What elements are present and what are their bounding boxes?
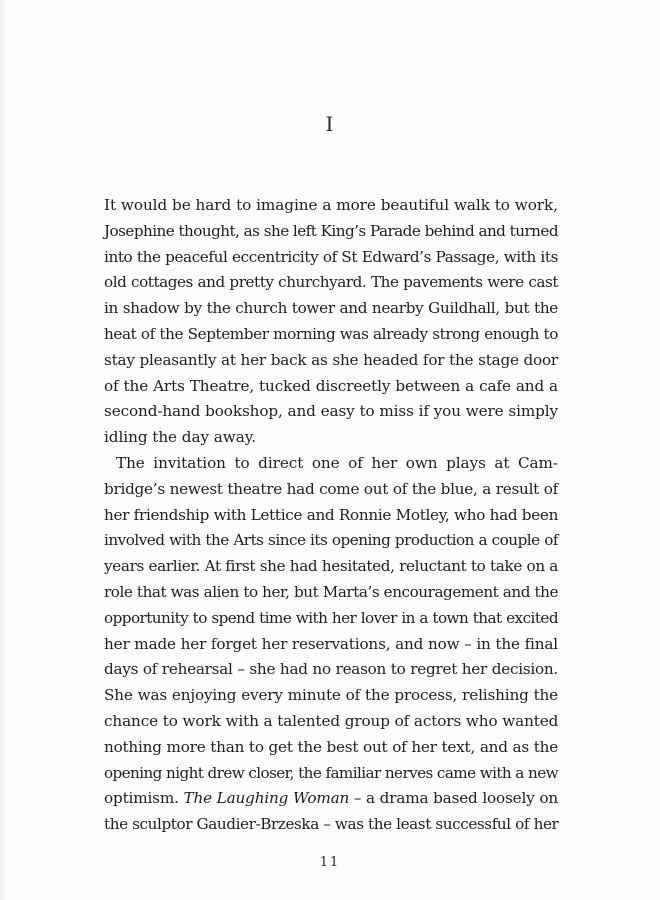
text-line: years earlier. At first she had hesitated, reluctant to take on a	[104, 557, 558, 576]
text-line: opportunity to spend time with her lover in a town that excited	[104, 608, 558, 627]
text-line: The invitation to direct one of her own plays at Cam-	[116, 453, 558, 472]
text-segment: – a drama based loosely on	[349, 789, 558, 808]
text-line	[104, 786, 558, 812]
text-line: nothing more than to get the best out of her text, and as the	[104, 737, 558, 756]
text-line: her friendship with Lettice and Ronnie Motley, who had been	[104, 505, 559, 524]
text-line: into the peaceful eccentricity of St Edward’s Passage, with its	[104, 247, 558, 266]
page-number: 11	[319, 855, 341, 870]
text-line: Josephine thought, as she left King’s Parade behind and turned	[104, 221, 558, 240]
body-text	[104, 193, 558, 838]
paragraph	[104, 193, 558, 451]
text-line: bridge’s newest theatre had come out of the blue, a result of	[104, 479, 558, 498]
paragraph	[104, 451, 558, 838]
text-line: second-hand bookshop, and easy to miss if you were simply	[104, 402, 558, 421]
text-line: of the Arts Theatre, tucked discreetly between a cafe and a	[104, 376, 558, 395]
text-segment: optimism.	[104, 789, 184, 808]
text-line: role that was alien to her, but Marta’s encouragement and the	[104, 582, 558, 601]
book-title: The Laughing Woman	[183, 789, 350, 808]
text-line: involved with the Arts since its opening production a couple of	[104, 531, 558, 550]
text-line: days of rehearsal – she had no reason to regret her decision.	[104, 660, 558, 679]
chapter-number: I	[325, 112, 335, 136]
text-line: idling the day away.	[104, 428, 257, 447]
text-line: opening night drew closer, the familiar nerves came with a new	[104, 763, 558, 782]
text-line: heat of the September morning was already strong enough to	[104, 324, 558, 343]
text-line: stay pleasantly at her back as she headed for the stage door	[104, 350, 558, 369]
text-line: the sculptor Gaudier-Brzeska – was the least successful of her	[104, 815, 559, 834]
text-line: She was enjoying every minute of the process, relishing the	[104, 686, 558, 705]
text-line: It would be hard to imagine a more beautiful walk to work,	[104, 196, 558, 214]
text-line: chance to work with a talented group of actors who wanted	[104, 711, 559, 730]
text-line: her made her forget her reservations, and now – in the final	[104, 634, 558, 653]
text-line: old cottages and pretty churchyard. The pavements were cast	[104, 273, 558, 292]
text-line: in shadow by the church tower and nearby Guildhall, but the	[104, 299, 558, 318]
